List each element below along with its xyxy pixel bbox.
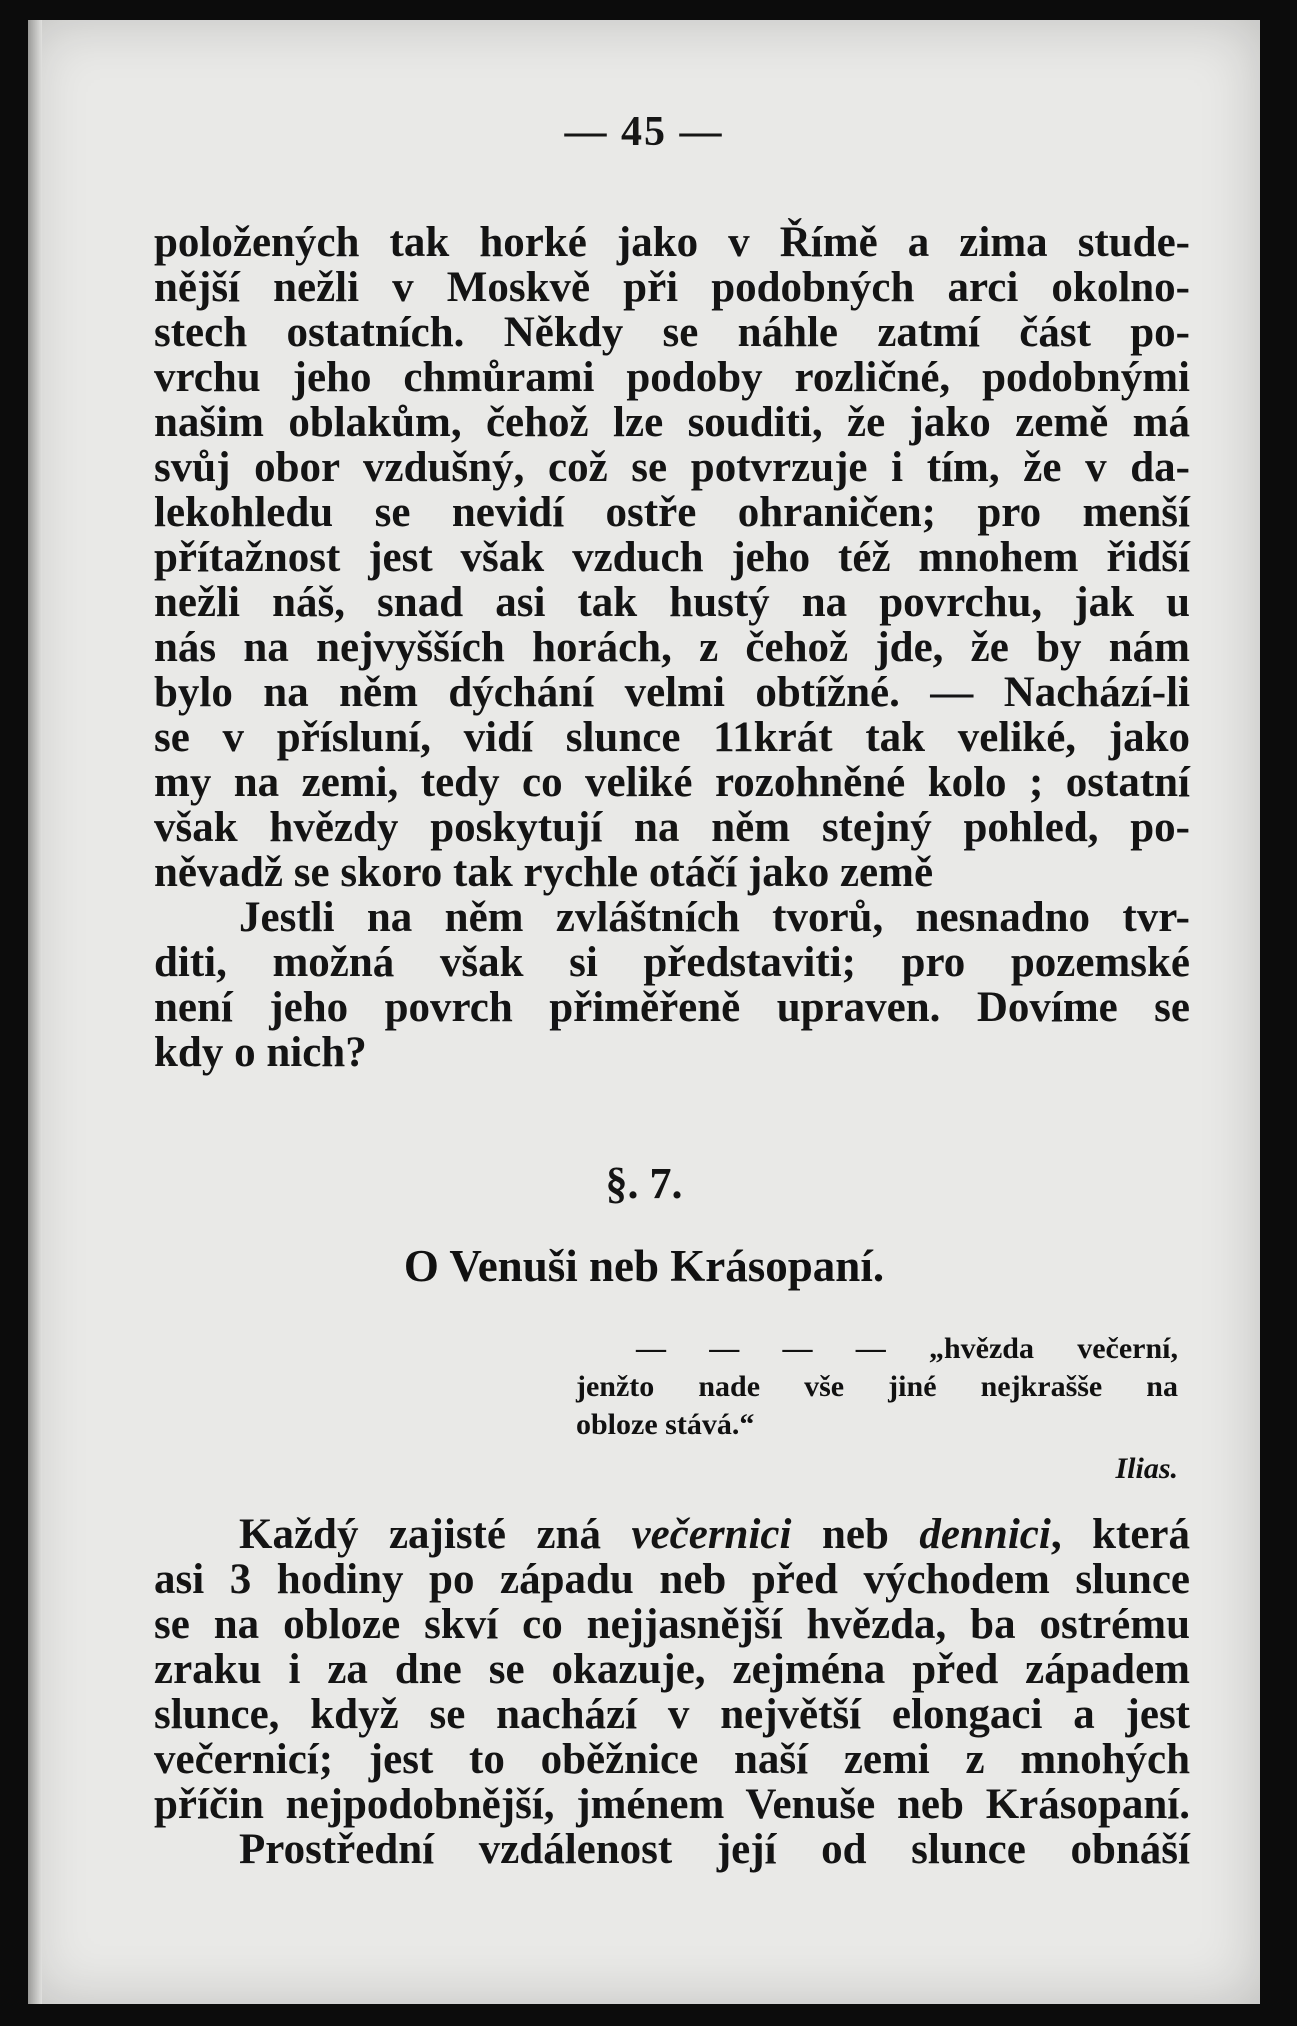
text-line: se na obloze skví co nejjasnější hvězda, ba ostrému <box>154 1601 1190 1648</box>
section-title-part: O Venuši <box>403 1241 578 1291</box>
text-line: svůj obor vzdušný, což se potvrzuje i tím, že v da- <box>154 444 1190 491</box>
text-line: stech ostatních. Někdy se náhle zatmí část po- <box>154 309 1190 356</box>
paragraph-block-one <box>154 220 1190 1075</box>
text-line: našim oblakům, čehož lze souditi, že jako země má <box>154 399 1190 446</box>
epigraph-line: — — — — „hvězda večerní, <box>636 1332 1178 1365</box>
epigraph <box>576 1330 1178 1488</box>
text-line: Prostřední vzdálenost její od slunce obnáší <box>239 1826 1190 1873</box>
text-line: nežli náš, snad asi tak hustý na povrchu, jak u <box>154 579 1190 626</box>
section-title-part: Krásopaní. <box>670 1241 885 1291</box>
epigraph-line: jenžto nade vše jiné nejkrašše na <box>576 1370 1178 1403</box>
text-line: však hvězdy poskytují na něm stejný pohled, po- <box>154 804 1190 851</box>
text-line: asi 3 hodiny po západu neb před východem slunce <box>154 1556 1190 1603</box>
text-line: Jestli na něm zvláštních tvorů, nesnadno tvr- <box>239 894 1190 941</box>
text-line: bylo na něm dýchání velmi obtížné. — Nachází-li <box>154 669 1190 716</box>
text-run: , která <box>1050 1511 1190 1558</box>
text-line: diti, možná však si představiti; pro pozemské <box>154 939 1190 986</box>
text-line: kdy o nich? <box>154 1029 367 1076</box>
text-line: příčin nejpodobnější, jménem Venuše neb Krásopaní. <box>154 1781 1190 1828</box>
text-line: se v přísluní, vidí slunce 11krát tak veliké, jako <box>154 714 1190 761</box>
text-line: my na zemi, tedy co veliké rozohněné kolo ; ostatní <box>154 759 1190 806</box>
italic-term: večernici <box>631 1511 792 1558</box>
book-page <box>28 20 1260 2004</box>
text-line: nás na nejvyšších horách, z čehož jde, že by nám <box>154 624 1190 671</box>
text-line: slunce, když se nachází v největší elongaci a jest <box>154 1691 1190 1738</box>
text-line: nější nežli v Moskvě při podobných arci okolno- <box>154 264 1190 311</box>
italic-term: dennici <box>919 1511 1051 1558</box>
text-line: něvadž se skoro tak rychle otáčí jako země <box>154 849 934 896</box>
epigraph-source: Ilias. <box>1115 1452 1178 1485</box>
text-line: není jeho povrch přiměřeně upraven. Dovíme se <box>154 984 1190 1031</box>
text-run: neb <box>821 1511 889 1558</box>
paragraph-block-three <box>154 1512 1190 1872</box>
epigraph-line: obloze stává.“ <box>576 1408 755 1441</box>
text-line: večernicí; jest to oběžnice naší zemi z mnohých <box>154 1736 1190 1783</box>
text-run: Každý zajisté zná <box>239 1511 601 1558</box>
text-line: lekohledu se nevidí ostře ohraničen; pro menší <box>154 489 1190 536</box>
section-title <box>28 1240 1260 1292</box>
text-line: přítažnost jest však vzduch jeho též mnohem řidší <box>154 534 1190 581</box>
page-number: — 45 — <box>564 109 724 155</box>
text-line: vrchu jeho chmůrami podoby rozličné, podobnými <box>154 354 1190 401</box>
section-title-part: neb <box>589 1241 660 1291</box>
text-line: položených tak horké jako v Římě a zima stude- <box>154 219 1190 266</box>
text-line <box>154 1512 1190 1557</box>
section-number: §. 7. <box>605 1159 683 1208</box>
text-line: zraku i za dne se okazuje, zejména před západem <box>154 1646 1190 1693</box>
